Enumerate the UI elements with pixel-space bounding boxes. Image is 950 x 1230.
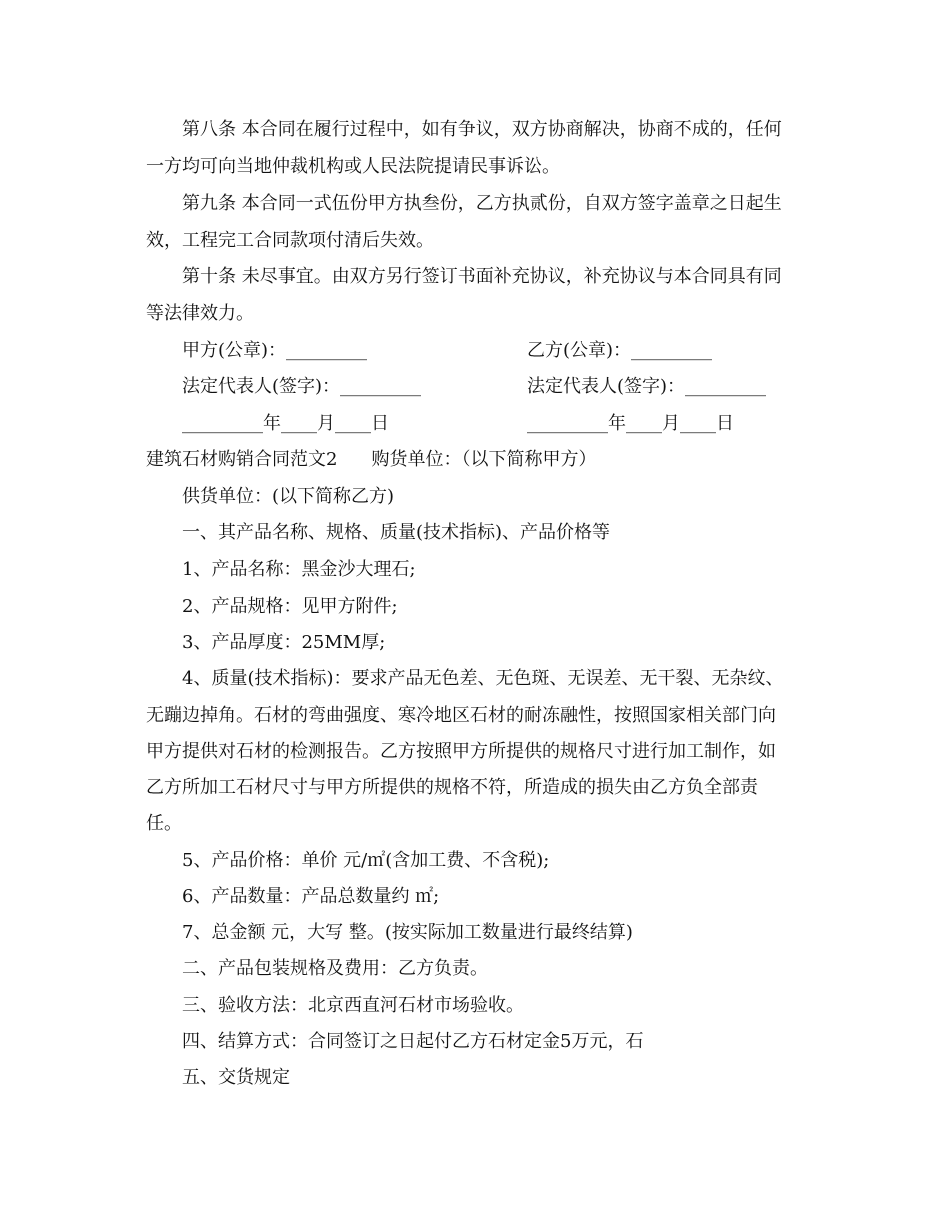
party-a-seal: 甲方(公章)：_________ xyxy=(182,340,368,361)
item-3: 3、产品厚度：25MM厚; xyxy=(182,632,386,653)
party-b-date: _________年____月____日 xyxy=(527,413,734,434)
contract-2-title-line xyxy=(146,447,816,473)
party-b-seal: 乙方(公章)：_________ xyxy=(527,340,713,361)
party-a-representative: 法定代表人(签字)：_________ xyxy=(182,376,422,397)
item-4-line-3: 甲方提供对石材的检测报告。乙方按照甲方所提供的规格尺寸进行加工制作，如 xyxy=(146,741,776,762)
section-4: 四、结算方式：合同签订之日起付乙方石材定金5万元，石 xyxy=(182,1031,644,1052)
item-4-line-4: 乙方所加工石材尺寸与甲方所提供的规格不符，所造成的损失由乙方负全部责 xyxy=(146,777,758,798)
party-a-date: _________年____月____日 xyxy=(182,413,389,434)
article-8-line-1: 第八条 本合同在履行过程中，如有争议，双方协商解决，协商不成的，任何 xyxy=(182,119,782,140)
article-10-line-2: 等法律效力。 xyxy=(146,303,254,324)
item-7: 7、总金额 元，大写 整。(按实际加工数量进行最终结算) xyxy=(182,922,633,943)
buyer-unit: 购货单位：（以下简称甲方） xyxy=(371,449,597,470)
contract-2-title: 建筑石材购销合同范文2 xyxy=(146,449,338,470)
item-4-line-5: 任。 xyxy=(146,813,182,834)
item-2: 2、产品规格：见甲方附件; xyxy=(182,596,398,617)
item-1: 1、产品名称：黑金沙大理石; xyxy=(182,559,416,580)
item-4-line-2: 无蹦边掉角。石材的弯曲强度、寒冷地区石材的耐冻融性，按照国家相关部门向 xyxy=(146,705,776,726)
section-1-heading: 一、其产品名称、规格、质量(技术指标)、产品价格等 xyxy=(182,522,611,543)
party-b-representative: 法定代表人(签字)：_________ xyxy=(527,376,767,397)
item-5: 5、产品价格：单价 元/㎡(含加工费、不含税); xyxy=(182,850,550,871)
item-6: 6、产品数量：产品总数量约 ㎡; xyxy=(182,886,440,907)
item-4-line-1: 4、质量(技术指标)：要求产品无色差、无色斑、无误差、无干裂、无杂纹、 xyxy=(182,668,784,689)
section-2: 二、产品包装规格及费用：乙方负责。 xyxy=(182,958,488,979)
article-8-line-2: 一方均可向当地仲裁机构或人民法院提请民事诉讼。 xyxy=(146,156,560,177)
article-9-line-1: 第九条 本合同一式伍份甲方执叁份，乙方执贰份，自双方签字盖章之日起生 xyxy=(182,193,782,214)
section-3: 三、验收方法：北京西直河石材市场验收。 xyxy=(182,995,524,1016)
supplier-unit: 供货单位：(以下简称乙方) xyxy=(182,486,395,507)
section-5: 五、交货规定 xyxy=(182,1067,290,1088)
article-9-line-2: 效，工程完工合同款项付清后失效。 xyxy=(146,230,434,251)
article-10-line-1: 第十条 未尽事宜。由双方另行签订书面补充协议，补充协议与本合同具有同 xyxy=(182,266,782,287)
